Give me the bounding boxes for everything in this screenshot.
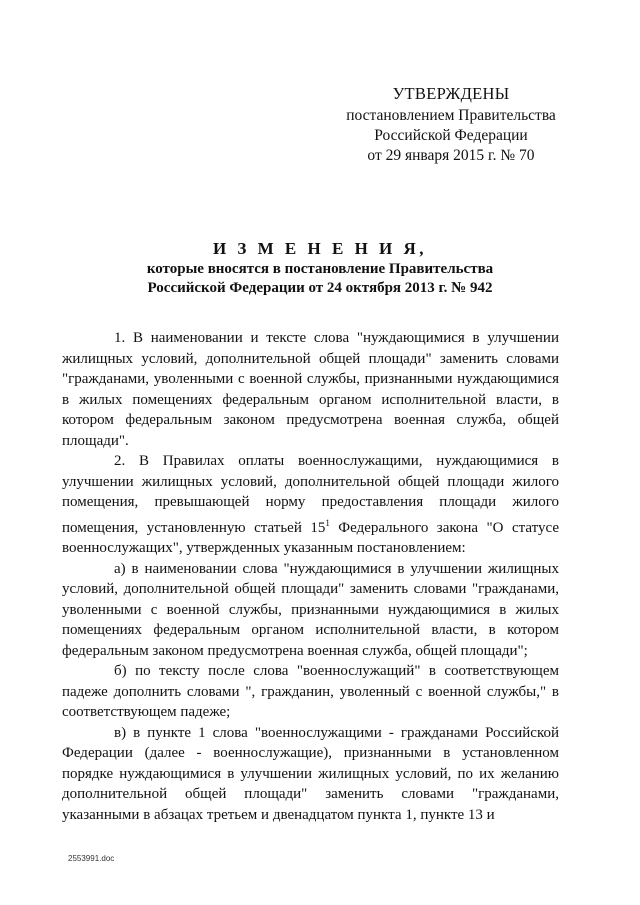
- approval-title: УТВЕРЖДЕНЫ: [392, 84, 510, 103]
- heading-title: И З М Е Н Е Н И Я,: [212, 239, 428, 258]
- paragraph-2-end: Федерального закона "О статусе военнослужащих", утвержденных указанным постановлением:: [62, 519, 559, 556]
- file-name-footer: 2553991.doc: [68, 854, 115, 863]
- approval-line-1: постановлением Правительства: [346, 107, 556, 124]
- paragraph-v: в) в пункте 1 слова "военнослужащими - гражданами Российской Федерации (далее - военнослужащие), признанными в установленном порядке нуждающимися в улучшении жилищных условий, по их желанию дополнительной общей площади" заменить словами "гражданами, указанными в абзацах третьем и двенадцатом пункта 1, пункте 13 и: [62, 724, 559, 823]
- heading-subtitle-2: Российской Федерации от 24 октября 2013 г. № 942: [147, 280, 493, 296]
- paragraph-b: б) по тексту после слова "военнослужащий" в соответствующем падеже дополнить словами ", гражданин, уволенный с военной службы," в соответствующем падеже;: [62, 663, 559, 720]
- paragraph-1: 1. В наименовании и тексте слова "нуждающимися в улучшении жилищных условий, дополнительной общей площади" заменить словами "гражданами, уволенными с военной службы, признанными нуждающимися в жилых помещениях федеральным органом исполнительной власти, в котором федеральным законом предусмотрена военная служба, общей площади".: [62, 330, 559, 449]
- paragraph-2-start: 2. В Правилах оплаты военнослужащими, нуждающимися в улучшении жилищных условий, дополнительной общей площади жилого помещения, превышающей норму предоставления площади жилого помещения, установленную статьей 15: [62, 453, 559, 536]
- paragraph-2-superscript: 1: [325, 517, 330, 528]
- document-heading: [0, 238, 640, 298]
- approval-line-2: Российской Федерации: [374, 127, 528, 144]
- approval-block: [336, 84, 566, 166]
- paragraph-a: а) в наименовании слова "нуждающимися в улучшении жилищных условий, дополнительной общей площади" заменить словами "гражданами, уволенными с военной службы, признанными нуждающимися в жилых помещениях федеральным органом исполнительной власти, в котором федеральным законом предусмотрена военная служба, общей площади";: [62, 560, 559, 659]
- heading-subtitle-1: которые вносятся в постановление Правительства: [146, 261, 494, 277]
- document-body: [62, 328, 559, 825]
- paragraph-2: [62, 451, 559, 559]
- approval-line-3: от 29 января 2015 г. № 70: [367, 147, 535, 164]
